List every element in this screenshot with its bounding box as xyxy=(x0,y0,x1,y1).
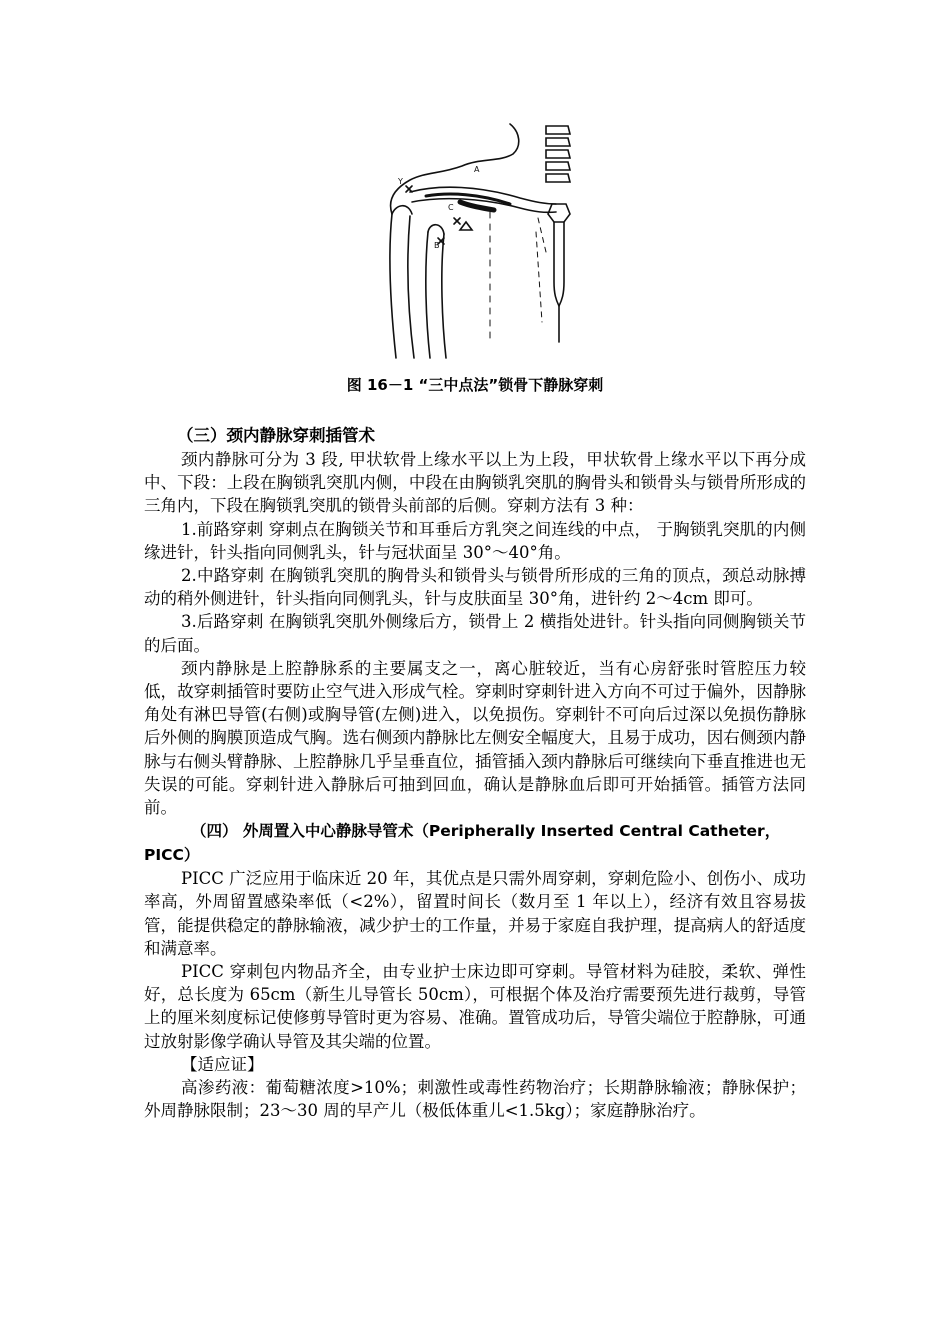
document-body xyxy=(144,424,806,1122)
subclavian-puncture-figure xyxy=(370,122,590,360)
label-a: A xyxy=(474,165,480,174)
section3-heading: （三）颈内静脉穿刺插管术 xyxy=(177,426,375,445)
indications-text: 高渗药液：葡萄糖浓度>10%；刺激性或毒性药物治疗；长期静脉输液；静脉保护；外周静脉限制；23～30 周的早产儿（极低体重儿<1.5kg）；家庭静脉治疗。 xyxy=(144,1078,806,1121)
section3-paragraph: 2.中路穿刺 在胸锁乳突肌的胸骨头和锁骨头与锁骨所形成的三角的顶点，颈总动脉搏动的稍外侧进针，针头指向同侧乳头，针与皮肤面呈 30°角，进针约 2～4cm 即可。 xyxy=(144,566,806,609)
section3-paragraph: 1.前路穿刺 穿刺点在胸锁关节和耳垂后方乳突之间连线的中点， 于胸锁乳突肌的内侧缘进针，针头指向同侧乳头，针与冠状面呈 30°～40°角。 xyxy=(144,519,806,562)
section4-heading: （四） 外周置入中心静脉导管术（Peripherally Inserted Central Catheter，PICC） xyxy=(144,822,781,865)
label-b: B xyxy=(434,241,440,250)
section3-paragraph: 颈内静脉是上腔静脉系的主要属支之一，离心脏较近，当有心房舒张时管腔压力较低，故穿刺插管时要防止空气进入形成气栓。穿刺时穿刺针进入方向不可过于偏外，因静脉角处有淋巴导管(右侧)或胸导管(左侧)进入，以免损伤。穿刺针不可向后过深以免损伤静脉后外侧的胸膜顶造成气胸。选右侧颈内静脉比左侧安全幅度大，且易于成功，因右侧颈内静脉与右侧头臂静脉、上腔静脉几乎呈垂直位，插管插入颈内静脉后可继续向下垂直推进也无失误的可能。穿刺针进入静脉后可抽到回血，确认是静脉血后即可开始插管。插管方法同前。 xyxy=(144,658,806,818)
section3-paragraph: 颈内静脉可分为 3 段, 甲状软骨上缘水平以上为上段，甲状软骨上缘水平以下再分成中、下段：上段在胸锁乳突肌内侧，中段在由胸锁乳突肌的胸骨头和锁骨头与锁骨所形成的三角内，下段在胸锁乳突肌的锁骨头前部的后侧。穿刺方法有 3 种： xyxy=(144,450,806,516)
indications-heading: 【适应证】 xyxy=(181,1054,264,1074)
section3-paragraph: 3.后路穿刺 在胸锁乳突肌外侧缘后方，锁骨上 2 横指处进针。针头指向同侧胸锁关节的后面。 xyxy=(144,612,806,655)
figure-caption: 图 16－1 “三中点法”锁骨下静脉穿刺 xyxy=(346,376,604,394)
label-c: C xyxy=(448,203,454,212)
label-y: Y xyxy=(398,177,403,186)
section4-paragraph: PICC 广泛应用于临床近 20 年，其优点是只需外周穿刺，穿刺危险小、创伤小、成功率高，外周留置感染率低（<2%），留置时间长（数月至 1 年以上），经济有效且容易拔管，能提供稳定的静脉输液，减少护士的工作量，并易于家庭自我护理，提高病人的舒适度和满意率。 xyxy=(144,869,806,958)
section4-paragraph: PICC 穿刺包内物品齐全，由专业护士床边即可穿刺。导管材料为硅胶，柔软、弹性好，总长度为 65cm（新生儿导管长 50cm），可根据个体及治疗需要预先进行裁剪，导管上的厘米刻度标记使修剪导管时更为容易、准确。置管成功后，导管尖端位于腔静脉，可通过放射影像学确认导管及其尖端的位置。 xyxy=(144,962,806,1051)
anatomy-illustration xyxy=(370,122,590,360)
